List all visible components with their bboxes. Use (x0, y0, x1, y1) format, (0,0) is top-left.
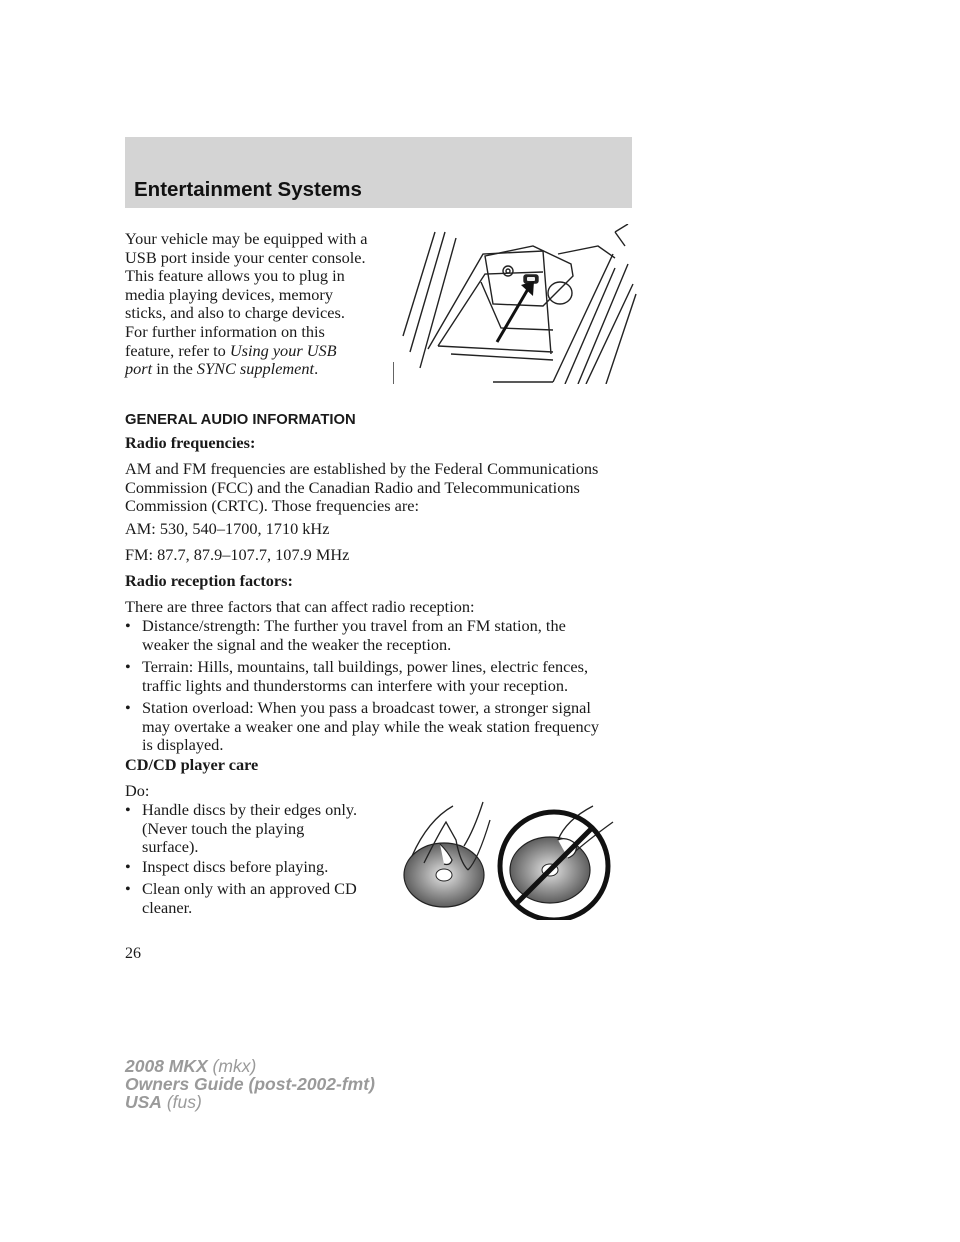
paragraph-line: Commission (FCC) and the Canadian Radio and Telecommunications (125, 477, 580, 497)
page-number: 26 (125, 945, 141, 962)
bullet-line: may overtake a weaker one and play while the weak station frequency (142, 716, 600, 736)
footer-region: USA (125, 1092, 162, 1112)
list-item (125, 617, 637, 654)
correct-handling (404, 802, 490, 907)
intro-text: feature, refer to (125, 340, 230, 360)
radio-reception-intro: There are three factors that can affect radio reception: (125, 597, 475, 616)
do-label: Do: (125, 781, 150, 800)
list-item (125, 699, 637, 755)
list-item (125, 880, 390, 917)
bullet-line: Distance/strength: The further you travel from an FM station, the (142, 616, 566, 635)
radio-frequencies-label: Radio frequencies: (125, 433, 256, 452)
usb-console-illustration (393, 224, 638, 384)
page-section-title: Entertainment Systems (134, 178, 362, 201)
intro-line: Your vehicle may be equipped with a (125, 229, 368, 248)
radio-frequencies-paragraph (125, 460, 635, 516)
bullet-text (125, 617, 637, 654)
footer-model-code: (mkx) (207, 1056, 257, 1076)
bullet-text (125, 658, 637, 695)
bullet-mark: • (125, 800, 131, 819)
bullet-line: Station overload: When you pass a broadcast tower, a stronger signal (142, 698, 591, 717)
bullet-line: weaker the signal and the weaker the reception. (142, 634, 452, 654)
list-item (125, 858, 390, 877)
footer-region-code: (fus) (161, 1092, 202, 1112)
radio-reception-label: Radio reception factors: (125, 571, 293, 590)
cd-handling-illustration (398, 800, 638, 920)
bullet-line: Handle discs by their edges only. (142, 800, 358, 819)
bullet-mark: • (125, 616, 131, 635)
list-item (125, 801, 390, 857)
bullet-mark: • (125, 879, 131, 898)
bullet-line: Terrain: Hills, mountains, tall buildings, power lines, electric fences, (142, 657, 589, 676)
cd-player-care-label: CD/CD player care (125, 755, 259, 774)
paragraph-line: AM and FM frequencies are established by the Federal Communications (125, 459, 599, 478)
usb-intro-paragraph (125, 230, 395, 379)
intro-line: For further information on this (125, 321, 325, 341)
bullet-text: Inspect discs before playing. (142, 857, 329, 876)
list-item (125, 658, 637, 695)
bullet-line: surface). (142, 837, 199, 857)
bullet-mark: • (125, 657, 131, 676)
intro-text: in the (152, 359, 197, 379)
bullet-line: (Never touch the playing (142, 818, 305, 838)
bullet-mark: • (125, 857, 131, 876)
bullet-text (125, 801, 390, 857)
bullet-text (125, 880, 390, 917)
bullet-line: traffic lights and thunderstorms can interfere with your reception. (142, 675, 569, 695)
paragraph-line: Commission (CRTC). Those frequencies are: (125, 496, 419, 516)
intro-text: . (314, 359, 319, 379)
bullet-line: cleaner. (142, 897, 193, 917)
intro-line: USB port inside your center console. (125, 247, 366, 267)
bullet-line: Clean only with an approved CD (142, 879, 357, 898)
footer-model-line (125, 1057, 375, 1075)
footer-guide: Owners Guide (post-2002-fmt) (125, 1074, 375, 1094)
bullet-text (125, 699, 637, 755)
am-frequencies: AM: 530, 540–1700, 1710 kHz (125, 519, 330, 538)
usb-port-reference-cont: port (125, 359, 153, 379)
footer-model: 2008 MKX (125, 1056, 208, 1076)
sync-supplement-reference: SYNC supplement (196, 359, 315, 379)
document-footer (125, 1057, 375, 1111)
incorrect-handling (500, 806, 613, 920)
bullet-mark: • (125, 698, 131, 717)
intro-line: This feature allows you to plug in (125, 266, 345, 286)
bullet-line: is displayed. (142, 735, 224, 755)
usb-port-reference: Using your USB (229, 340, 337, 360)
general-audio-heading: GENERAL AUDIO INFORMATION (125, 412, 356, 428)
footer-region-line (125, 1093, 375, 1111)
intro-line: sticks, and also to charge devices. (125, 303, 345, 323)
intro-line: media playing devices, memory (125, 284, 333, 304)
fm-frequencies: FM: 87.7, 87.9–107.7, 107.9 MHz (125, 545, 350, 564)
